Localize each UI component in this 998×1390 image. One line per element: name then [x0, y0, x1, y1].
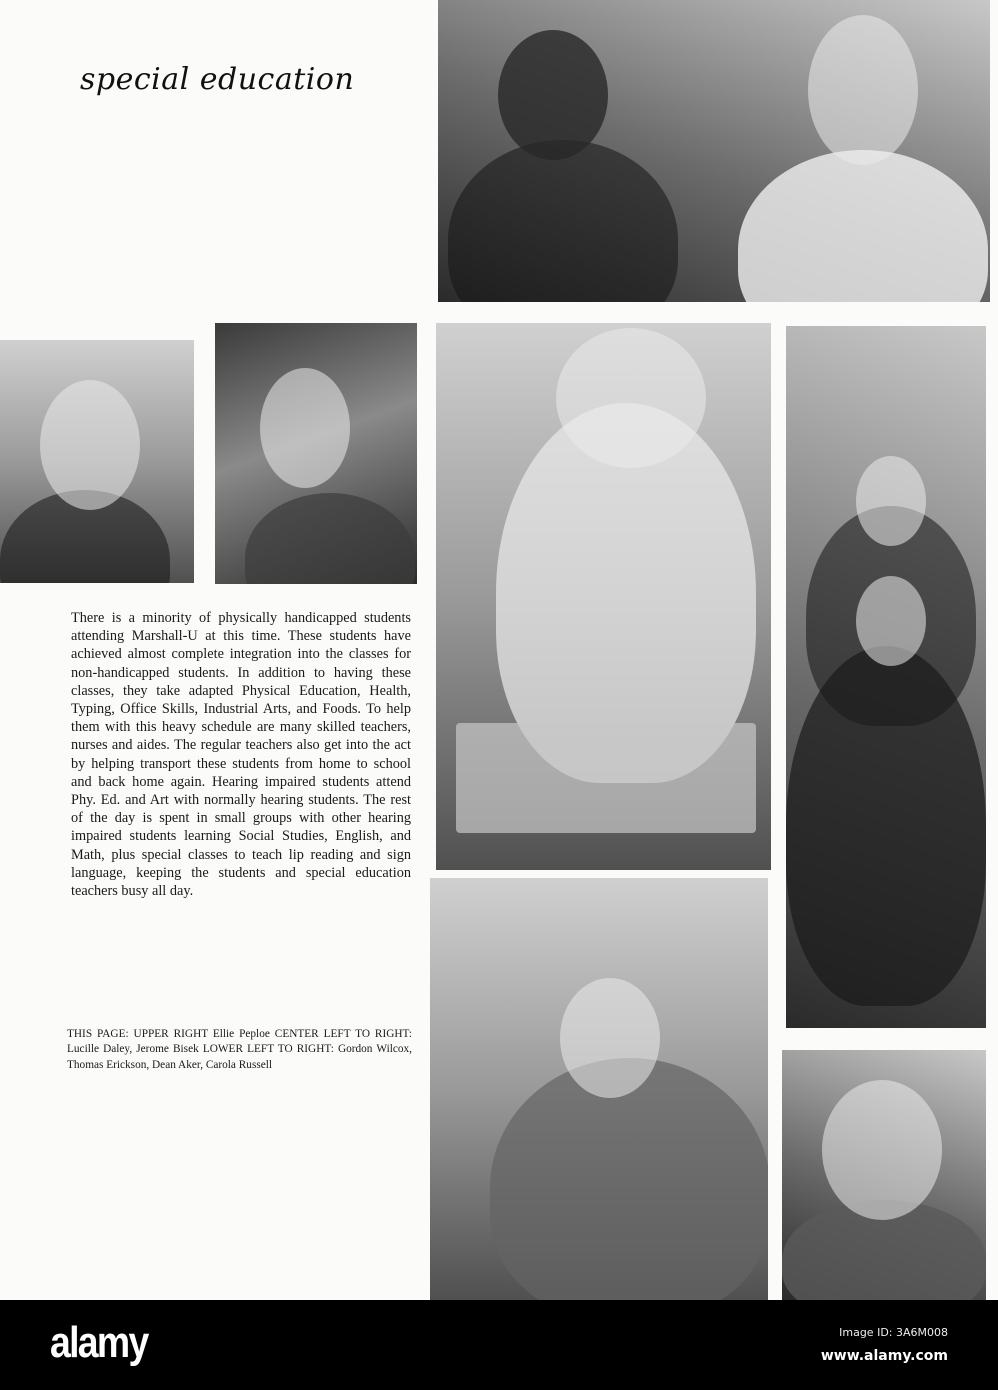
watermark-site: www.alamy.com	[820, 1348, 948, 1364]
watermark-image-id: Image ID: 3A6M008	[839, 1326, 948, 1339]
photo-lower-center	[430, 878, 768, 1300]
photo-center	[436, 323, 771, 870]
article-body: There is a minority of physically handicapped students attending Marshall-U at this time. These students have achieved almost complete integration into the classes for non-handicapped students. In addition to having these classes, they take adapted Physical Education, Health, Typing, Office Skills, Industrial Arts, and Foods. To help them with this heavy schedule are many skilled teachers, nurses and aides. The regular teachers also get into the act by helping transport these students from home to school and back home again. Hearing impaired students attend Phy. Ed. and Art with normally hearing students. The rest of the day is spent in small groups with other hearing impaired students learning Social Studies, English, and Math, plus special classes to teach lip reading and sign language, keeping the students and special education teachers busy all day.	[71, 610, 411, 900]
photo-center-left-1	[0, 340, 194, 583]
photo-upper-right	[438, 0, 990, 302]
photo-lower-right	[782, 1050, 986, 1300]
photo-right	[786, 326, 986, 1028]
page-title: special education	[80, 62, 355, 97]
watermark-logo: alamy	[50, 1318, 148, 1367]
watermark-bar	[0, 1300, 998, 1390]
photo-center-left-2	[215, 323, 417, 584]
photo-caption: THIS PAGE: UPPER RIGHT Ellie Peploe CENTER LEFT TO RIGHT: Lucille Daley, Jerome Bisek LOWER LEFT TO RIGHT: Gordon Wilcox, Thomas Erickson, Dean Aker, Carola Russell	[67, 1028, 412, 1071]
